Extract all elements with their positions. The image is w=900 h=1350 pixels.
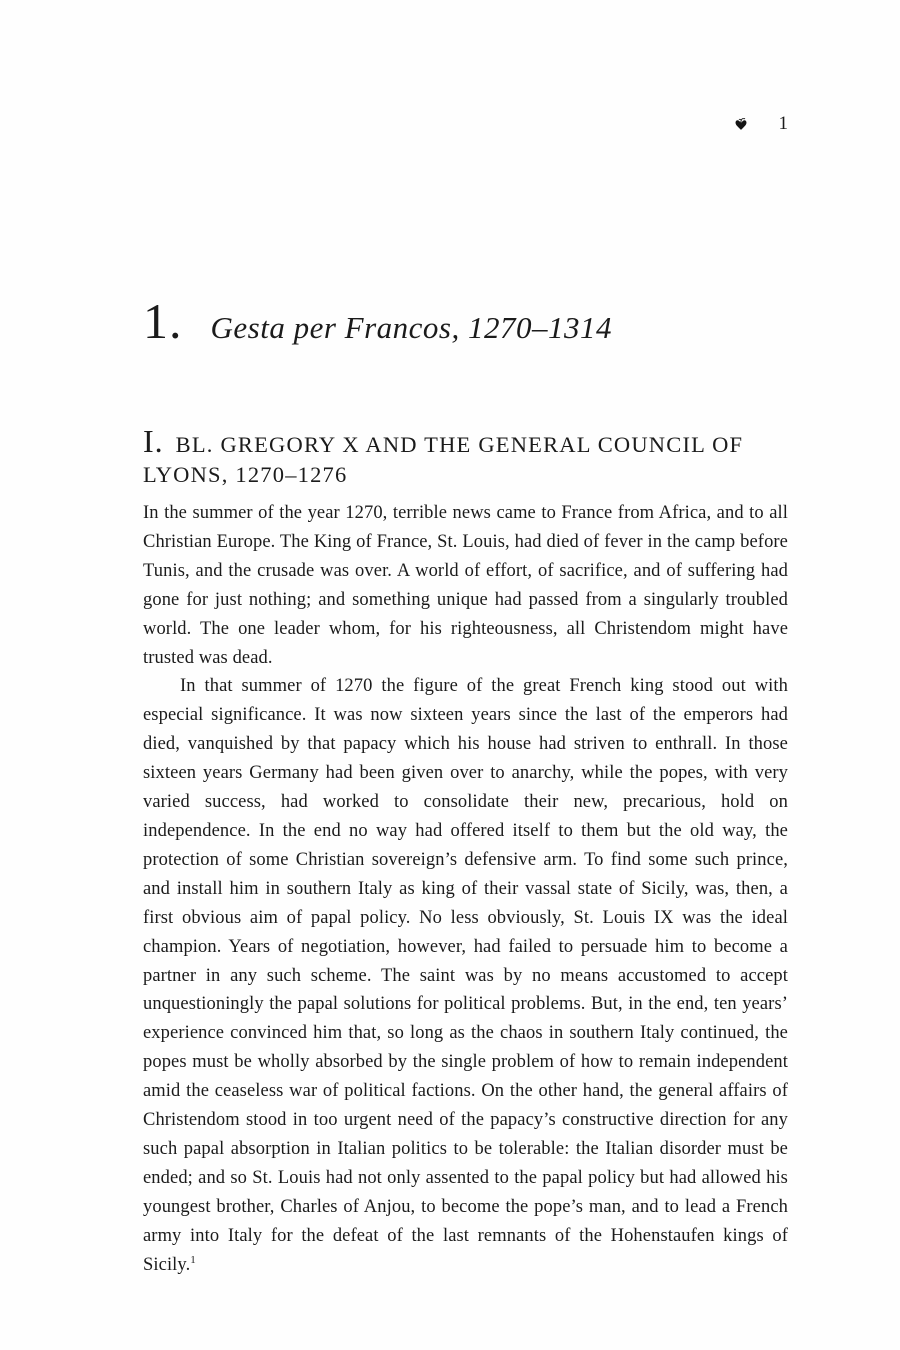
fleuron-icon <box>734 114 748 129</box>
page-number: 1 <box>778 113 788 134</box>
paragraph-1 <box>143 499 788 672</box>
section-heading <box>143 423 788 490</box>
chapter-title-row <box>143 293 788 352</box>
section-heading-line1 <box>143 423 788 460</box>
paragraph-1-text: In the summer of the year 1270, terrible news came to France from Africa, and to all Christian Europe. The King of France, St. Louis, had died of fever in the camp before Tunis, and the crusade was over. A world of effort, of sacrifice, and of suffering had gone for just nothing; and something unique had passed from a singularly troubled world. The one leader whom, for his righteousness, all Christendom might have trusted was dead. <box>143 503 788 668</box>
chapter-number: 1. <box>143 293 183 349</box>
section-heading-line2: LYONS, 1270–1276 <box>143 462 348 487</box>
chapter-title: Gesta per Francos, 1270–1314 <box>210 310 612 345</box>
paragraph-2-text: In that summer of 1270 the figure of the great French king stood out with especial significance. It was now sixteen years since the last of the emperors had died, vanquished by that papacy which his house had striven to enthrall. In those sixteen years Germany had been given over to anarchy, while the popes, with very varied success, had worked to consolidate their new, precarious, hold on independence. In the end no way had offered itself to them but the old way, the protection of some Christian sovereign’s defensive arm. To find some such prince, and install him in southern Italy as king of their vassal state of Sicily, was, then, a first obvious aim of papal policy. No less obviously, St. Louis IX was the ideal champion. Years of negotiation, however, had failed to persuade him to become a partner in any such scheme. The saint was by no means accustomed to accept unquestioningly the papal solutions for political problems. But, in the end, ten years’ experience convinced him that, so long as the chaos in southern Italy continued, the popes must be wholly absorbed by the single problem of how to remain independent amid the ceaseless war of political factions. On the other hand, the general affairs of Christendom stood in too urgent need of the papacy’s constructive direction for any such papal absorption in Italian politics to be tolerable: the Italian disorder must be ended; and so St. Louis had not only assented to the papal policy but had allowed his youngest brother, Charles of Anjou, to become the pope’s man, and to lead a French army into Italy for the defeat of the last remnants of the Hohenstaufen kings of Sicily. <box>143 676 788 1275</box>
paragraph-2 <box>143 672 788 1279</box>
running-header <box>143 0 788 136</box>
section-heading-initial: I. <box>143 423 164 459</box>
footnote-marker: 1 <box>190 1253 196 1266</box>
section-heading-line1-text: BL. GREGORY X AND THE GENERAL COUNCIL OF <box>175 432 744 457</box>
body-text <box>143 499 788 1279</box>
